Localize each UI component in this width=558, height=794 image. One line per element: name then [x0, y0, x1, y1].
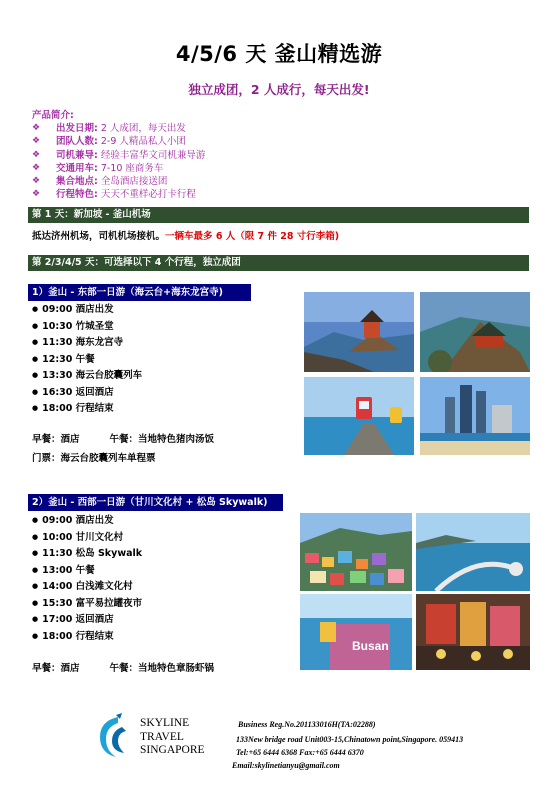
brand-name: SKYLINE TRAVEL SINGAPORE — [140, 717, 205, 756]
page-title: 4/5/6 天 釜山精选游 — [175, 42, 383, 66]
product-intro — [32, 109, 205, 201]
schedule-item: ● 13:00 午餐 — [32, 563, 142, 580]
business-email: Email:skylinetianyu@gmail.com — [232, 761, 340, 770]
schedule-item: ● 09:00 酒店出发 — [32, 302, 142, 319]
diamond-bullet-icon: ❖ — [32, 136, 41, 147]
business-address: 133New bridge road Unit003-15,Chinatown point,Singapore. 059413 — [236, 735, 464, 744]
tour1-ticket: 门票：海云台胶囊列车单程票 — [32, 453, 156, 464]
schedule-item: ● 16:30 返回酒店 — [32, 385, 142, 402]
intro-item: ❖ 团队人数: 2-9 人精品私人小团 — [32, 136, 186, 148]
business-reg: Business Reg.No.201133016H(TA:02288) — [238, 720, 376, 729]
temple-photo — [304, 292, 414, 372]
tour2-title-bar: 2）釜山 - 西部一日游（甘川文化村 + 松岛 Skywalk) — [28, 494, 283, 511]
intro-item: ❖ 出发日期: 2 人成团，每天出发 — [32, 123, 186, 135]
days-bar: 第 2/3/4/5 天：可选择以下 4 个行程，独立成团 — [28, 255, 529, 271]
schedule-item: ● 18:00 行程结束 — [32, 401, 142, 418]
schedule-item: ● 12:30 午餐 — [32, 352, 142, 369]
intro-item: ❖ 行程特色: 天天不重样必打卡行程 — [32, 189, 196, 201]
schedule-item: ● 17:00 返回酒店 — [32, 612, 142, 629]
songdo-skywalk-photo — [416, 513, 530, 591]
haeundae-skyline-photo — [420, 377, 530, 455]
intro-item: ❖ 交通用车: 7-10 座商务车 — [32, 162, 164, 174]
diamond-bullet-icon: ❖ — [32, 149, 41, 160]
day1-note: 抵达济州机场，司机机场接机。一辆车最多 6 人（限 7 件 28 寸行李箱) — [32, 231, 340, 242]
schedule-item: ● 10:00 甘川文化村 — [32, 530, 142, 547]
temple-coast-photo — [420, 292, 530, 372]
schedule-item: ● 09:00 酒店出发 — [32, 513, 142, 530]
intro-heading: 产品简介: — [32, 110, 74, 121]
tour2-meals: 早餐：酒店 午餐：当地特色章肠虾锅 — [32, 663, 215, 674]
tour1-meals: 早餐：酒店 午餐：当地特色猪肉汤饭 — [32, 434, 215, 445]
schedule-item: ● 10:30 竹城圣堂 — [32, 319, 142, 336]
page-subtitle: 独立成团，2 人成行，每天出发! — [188, 82, 370, 97]
schedule-item: ● 11:30 松岛 Skywalk — [32, 546, 142, 563]
schedule-item: ● 15:30 富平易拉罐夜市 — [32, 596, 142, 613]
diamond-bullet-icon: ❖ — [32, 176, 41, 187]
schedule-item: ● 14:00 白浅滩文化村 — [32, 579, 142, 596]
diamond-bullet-icon: ❖ — [32, 123, 41, 134]
night-market-photo — [416, 594, 530, 670]
business-phone: Tel:+65 6444 6368 Fax:+65 6444 6370 — [236, 748, 364, 757]
schedule-item: ● 13:30 海云台胶囊列车 — [32, 368, 142, 385]
diamond-bullet-icon: ❖ — [32, 162, 41, 173]
diamond-bullet-icon: ❖ — [32, 189, 41, 200]
schedule-item: ● 11:30 海东龙宫寺 — [32, 335, 142, 352]
intro-item: ❖ 司机兼导: 经验丰富华文司机兼导游 — [32, 149, 206, 161]
tour2-schedule — [32, 513, 142, 645]
sky-capsule-photo — [304, 377, 414, 455]
gamcheon-village-photo — [300, 513, 412, 591]
schedule-item: ● 18:00 行程结束 — [32, 629, 142, 646]
skyline-logo — [92, 713, 136, 765]
white-beach-village-photo — [300, 594, 412, 670]
business-info — [232, 718, 464, 772]
busan-sign: Busan — [352, 639, 389, 653]
day1-bar: 第 1 天：新加坡 - 釜山机场 — [28, 207, 529, 223]
tour1-title-bar: 1）釜山 - 东部一日游（海云台+海东龙宫寺) — [28, 284, 251, 301]
intro-item: ❖ 集合地点: 全岛酒店接送团 — [32, 176, 168, 188]
dragon-logo-icon — [92, 713, 136, 761]
tour1-schedule — [32, 302, 142, 418]
